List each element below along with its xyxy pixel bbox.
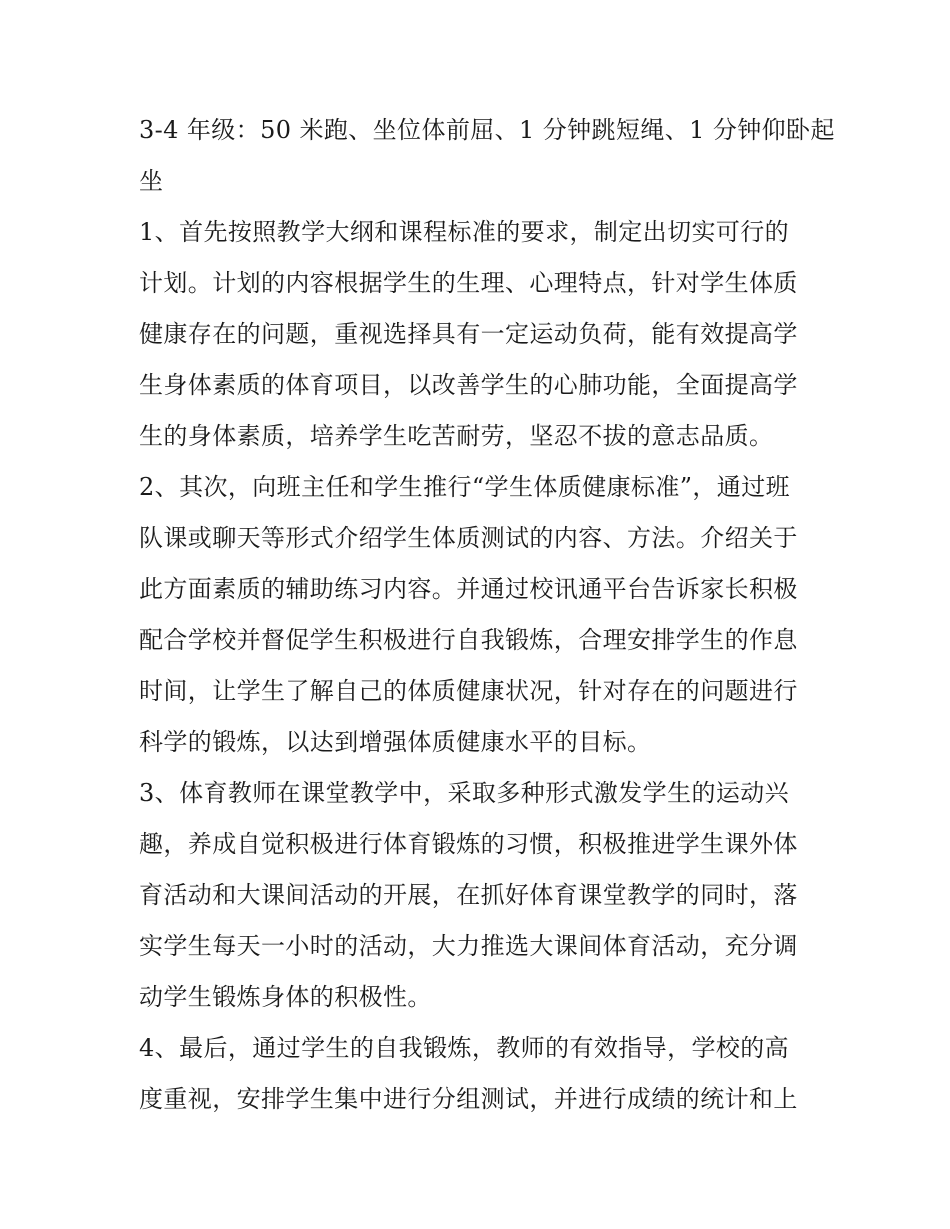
paragraph-2-line-5: 时间，让学生了解自己的体质健康状况，针对存在的问题进行 — [139, 677, 798, 705]
paragraph-1-line-2: 计划。计划的内容根据学生的生理、心理特点，针对学生体质 — [139, 269, 798, 297]
paragraph-2-line-3: 此方面素质的辅助练习内容。并通过校讯通平台告诉家长积极 — [139, 575, 798, 603]
text-line-grade-items: 3-4 年级：50 米跑、坐位体前屈、1 分钟跳短绳、1 分钟仰卧起 — [139, 116, 835, 144]
paragraph-1-line-1: 1、首先按照教学大纲和课程标准的要求，制定出切实可行的 — [139, 218, 790, 246]
text-line-grade-items-cont: 坐 — [139, 167, 164, 195]
paragraph-4-line-2: 度重视，安排学生集中进行分组测试，并进行成绩的统计和上 — [139, 1085, 798, 1113]
paragraph-2-line-1: 2、其次，向班主任和学生推行“学生体质健康标准”，通过班 — [139, 473, 791, 501]
paragraph-1-line-4: 生身体素质的体育项目，以改善学生的心肺功能，全面提高学 — [139, 371, 798, 399]
paragraph-3-line-4: 实学生每天一小时的活动，大力推选大课间体育活动，充分调 — [139, 932, 798, 960]
paragraph-3-line-2: 趣，养成自觉积极进行体育锻炼的习惯，积极推进学生课外体 — [139, 830, 798, 858]
document-body — [139, 105, 835, 1125]
paragraph-1-line-3: 健康存在的问题，重视选择具有一定运动负荷，能有效提高学 — [139, 320, 798, 348]
paragraph-2-line-4: 配合学校并督促学生积极进行自我锻炼，合理安排学生的作息 — [139, 626, 798, 654]
paragraph-1-line-5: 生的身体素质，培养学生吃苦耐劳，坚忍不拔的意志品质。 — [139, 422, 774, 450]
paragraph-3-line-3: 育活动和大课间活动的开展，在抓好体育课堂教学的同时，落 — [139, 881, 798, 909]
paragraph-2-line-6: 科学的锻炼，以达到增强体质健康水平的目标。 — [139, 728, 652, 756]
paragraph-4-line-1: 4、最后，通过学生的自我锻炼，教师的有效指导，学校的高 — [139, 1034, 790, 1062]
paragraph-3-line-1: 3、体育教师在课堂教学中，采取多种形式激发学生的运动兴 — [139, 779, 790, 807]
paragraph-2-line-2: 队课或聊天等形式介绍学生体质测试的内容、方法。介绍关于 — [139, 524, 798, 552]
paragraph-3-line-5: 动学生锻炼身体的积极性。 — [139, 983, 432, 1011]
